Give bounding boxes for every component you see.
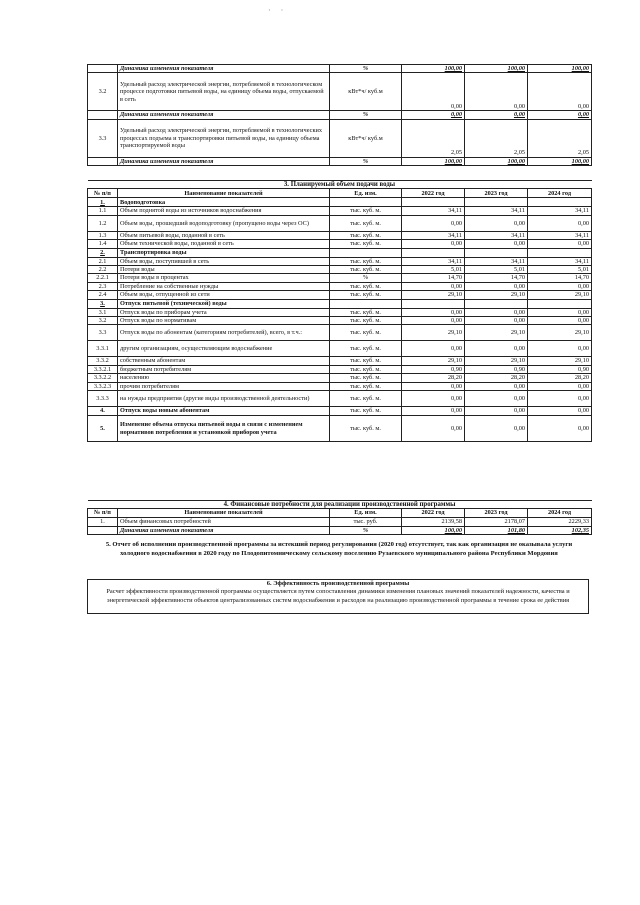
section-4-title: 4. Финансовые потребности для реализации производственной программы bbox=[88, 501, 592, 509]
table-row bbox=[88, 317, 592, 325]
row-unit: тыс. куб. м. bbox=[330, 407, 402, 416]
row-number bbox=[88, 157, 118, 165]
value-2022: 0,00 bbox=[402, 73, 465, 111]
value-2024: 5,01 bbox=[528, 266, 592, 274]
row-unit: тыс. куб. м. bbox=[330, 382, 402, 390]
row-unit bbox=[330, 299, 402, 308]
row-number: 3.3 bbox=[88, 325, 118, 341]
table-row bbox=[88, 416, 592, 442]
value-2022: 0,00 bbox=[402, 111, 465, 119]
value-2023: 100,00 bbox=[465, 65, 528, 73]
row-name: Удельный расход электрической энергии, потребляемой в технологическом процессе подготовки питьевой воды, на единицу объема воды, отпускаемой в сеть bbox=[118, 73, 330, 111]
table-row bbox=[88, 215, 592, 231]
value-2024: 34,11 bbox=[528, 207, 592, 215]
row-number: 3.3.2.3 bbox=[88, 382, 118, 390]
row-unit: тыс. куб. м. bbox=[330, 365, 402, 373]
value-2022: 0,00 bbox=[402, 382, 465, 390]
value-2022: 5,01 bbox=[402, 266, 465, 274]
value-2024: 0,00 bbox=[528, 215, 592, 231]
row-unit bbox=[330, 248, 402, 257]
value-2024: 0,00 bbox=[528, 282, 592, 290]
row-number: 5. bbox=[88, 416, 118, 442]
value-2023: 0,00 bbox=[465, 308, 528, 316]
row-unit bbox=[330, 198, 402, 207]
table-row bbox=[88, 299, 592, 308]
value-2023: 100,00 bbox=[465, 157, 528, 165]
row-name: Удельный расход электрической энергии, потребляемой в технологических процессах подъема и транспортировки питьевой воды, на единицу объема транспортируемой воды bbox=[118, 119, 330, 157]
value-2024: 14,70 bbox=[528, 274, 592, 282]
value-2024: 0,00 bbox=[528, 416, 592, 442]
value-2022: 0,90 bbox=[402, 365, 465, 373]
value-2022 bbox=[402, 198, 465, 207]
value-2024: 29,10 bbox=[528, 291, 592, 299]
col-header-name: Наименование показателей bbox=[118, 189, 330, 198]
value-2022 bbox=[402, 248, 465, 257]
row-number: 2.4 bbox=[88, 291, 118, 299]
row-name: Изменение объема отпуска питьевой воды в связи с изменением нормативов потребления и установкой приборов учета bbox=[118, 416, 330, 442]
row-number: 1.3 bbox=[88, 231, 118, 239]
value-2023: 5,01 bbox=[465, 266, 528, 274]
row-name: Динамика изменения показателя bbox=[118, 111, 330, 119]
table-row bbox=[88, 391, 592, 407]
row-unit: кВт*ч/ куб.м bbox=[330, 119, 402, 157]
row-name: Отпуск воды новым абонентам bbox=[118, 407, 330, 416]
row-unit: тыс. куб. м. bbox=[330, 266, 402, 274]
row-unit: тыс. куб. м. bbox=[330, 257, 402, 265]
value-2022: 0,00 bbox=[402, 391, 465, 407]
col-header-name: Наименование показателей bbox=[118, 509, 330, 517]
row-unit: тыс. куб. м. bbox=[330, 291, 402, 299]
row-name: населению bbox=[118, 374, 330, 382]
value-2024 bbox=[528, 248, 592, 257]
water-volume-table bbox=[87, 180, 592, 442]
table-row bbox=[88, 282, 592, 290]
value-2022: 28,20 bbox=[402, 374, 465, 382]
value-2024: 0,00 bbox=[528, 73, 592, 111]
col-header-2023: 2023 год bbox=[465, 189, 528, 198]
row-number: 3.3.1 bbox=[88, 341, 118, 357]
value-2023 bbox=[465, 198, 528, 207]
value-2022: 0,00 bbox=[402, 240, 465, 248]
value-2022: 100,00 bbox=[402, 526, 465, 534]
value-2024 bbox=[528, 299, 592, 308]
value-2022: 2,05 bbox=[402, 119, 465, 157]
dynamics-row bbox=[88, 65, 592, 73]
value-2023: 0,00 bbox=[465, 215, 528, 231]
value-2022: 29,10 bbox=[402, 325, 465, 341]
row-number: 4. bbox=[88, 407, 118, 416]
row-name: Отпуск воды по приборам учета bbox=[118, 308, 330, 316]
row-number: 3.2 bbox=[88, 317, 118, 325]
value-2024: 2,05 bbox=[528, 119, 592, 157]
value-2024: 29,10 bbox=[528, 357, 592, 365]
value-2023: 14,70 bbox=[465, 274, 528, 282]
value-2023: 0,00 bbox=[465, 407, 528, 416]
row-number: 3.3 bbox=[88, 119, 118, 157]
row-unit: тыс. куб. м. bbox=[330, 317, 402, 325]
dynamics-row bbox=[88, 526, 592, 534]
row-name: Отпуск воды по нормативам bbox=[118, 317, 330, 325]
section-3-title: 3. Планируемый объем подачи воды bbox=[88, 181, 592, 189]
col-header-2023: 2023 год bbox=[465, 509, 528, 517]
value-2022: 2139,58 bbox=[402, 517, 465, 526]
value-2022: 29,10 bbox=[402, 291, 465, 299]
row-unit: кВт*ч/ куб.м bbox=[330, 73, 402, 111]
row-name: Динамика изменения показателя bbox=[118, 157, 330, 165]
row-unit: тыс. куб. м. bbox=[330, 207, 402, 215]
row-name: Динамика изменения показателя bbox=[118, 526, 330, 534]
row-number: 1.4 bbox=[88, 240, 118, 248]
value-2022: 34,11 bbox=[402, 257, 465, 265]
value-2023 bbox=[465, 299, 528, 308]
row-unit: тыс. куб. м. bbox=[330, 282, 402, 290]
value-2022 bbox=[402, 299, 465, 308]
col-header-2022: 2022 год bbox=[402, 509, 465, 517]
table-row bbox=[88, 308, 592, 316]
value-2024: 29,10 bbox=[528, 325, 592, 341]
table-row bbox=[88, 73, 592, 111]
table-row bbox=[88, 382, 592, 390]
table-row bbox=[88, 257, 592, 265]
value-2022: 0,00 bbox=[402, 407, 465, 416]
value-2022: 34,11 bbox=[402, 207, 465, 215]
row-number: 3. bbox=[88, 299, 118, 308]
row-number: 2.1 bbox=[88, 257, 118, 265]
table-row bbox=[88, 341, 592, 357]
row-number: 3.2 bbox=[88, 73, 118, 111]
row-name: Объем воды, отпущенной из сети bbox=[118, 291, 330, 299]
row-name: Потери воды в процентах bbox=[118, 274, 330, 282]
top-marks: · · bbox=[268, 6, 288, 15]
table-row bbox=[88, 266, 592, 274]
value-2023: 0,00 bbox=[465, 341, 528, 357]
section-6-box bbox=[87, 579, 589, 614]
row-name: Отпуск питьевой (технической) воды bbox=[118, 299, 330, 308]
value-2022: 0,00 bbox=[402, 341, 465, 357]
row-name: Объем воды, поступившей в сеть bbox=[118, 257, 330, 265]
row-number: 2.2 bbox=[88, 266, 118, 274]
value-2023: 29,10 bbox=[465, 291, 528, 299]
value-2024: 0,00 bbox=[528, 391, 592, 407]
row-number: 3.3.2 bbox=[88, 357, 118, 365]
value-2023: 101,80 bbox=[465, 526, 528, 534]
table-row bbox=[88, 274, 592, 282]
col-header-num: № п/п bbox=[88, 189, 118, 198]
row-number: 3.3.2.2 bbox=[88, 374, 118, 382]
row-unit: % bbox=[330, 111, 402, 119]
row-number bbox=[88, 526, 118, 534]
section-5-report: 5. Отчет об исполнении производственной программы за истекший период регулирования (2020 год) отсутствует, так как организация не оказывала услуги холодного водоснабжения в 2020 году по Плодопитомническому сельскому поселению Рузаевского муниципального района Республики Мордовия bbox=[105, 541, 573, 557]
table-row bbox=[88, 365, 592, 373]
value-2022: 0,00 bbox=[402, 308, 465, 316]
row-number: 3.3.2.1 bbox=[88, 365, 118, 373]
row-name: Объем технической воды, поданной в сеть bbox=[118, 240, 330, 248]
value-2022: 34,11 bbox=[402, 231, 465, 239]
value-2023: 2,05 bbox=[465, 119, 528, 157]
row-number: 1. bbox=[88, 517, 118, 526]
row-name: Потери воды bbox=[118, 266, 330, 274]
row-name: Объем питьевой воды, поданной в сеть bbox=[118, 231, 330, 239]
row-name: Потребление на собственные нужды bbox=[118, 282, 330, 290]
value-2023 bbox=[465, 248, 528, 257]
value-2024: 34,11 bbox=[528, 231, 592, 239]
row-number: 1. bbox=[88, 198, 118, 207]
col-header-2024: 2024 год bbox=[528, 189, 592, 198]
value-2024: 0,00 bbox=[528, 341, 592, 357]
value-2022: 100,00 bbox=[402, 65, 465, 73]
table-row bbox=[88, 198, 592, 207]
table-row bbox=[88, 407, 592, 416]
value-2024: 2229,33 bbox=[528, 517, 592, 526]
row-number: 2.3 bbox=[88, 282, 118, 290]
row-unit: тыс. куб. м. bbox=[330, 325, 402, 341]
value-2023: 34,11 bbox=[465, 257, 528, 265]
value-2023: 34,11 bbox=[465, 231, 528, 239]
row-name: Транспортировка воды bbox=[118, 248, 330, 257]
value-2024: 0,00 bbox=[528, 407, 592, 416]
row-unit: тыс. куб. м. bbox=[330, 357, 402, 365]
value-2024: 102,35 bbox=[528, 526, 592, 534]
row-name: Объем поднятой воды из источников водоснабжения bbox=[118, 207, 330, 215]
value-2023: 29,10 bbox=[465, 325, 528, 341]
row-name: прочим потребителям bbox=[118, 382, 330, 390]
value-2022: 14,70 bbox=[402, 274, 465, 282]
value-2023: 34,11 bbox=[465, 207, 528, 215]
row-unit: тыс. куб. м. bbox=[330, 215, 402, 231]
indicators-table bbox=[87, 64, 592, 166]
table-row bbox=[88, 240, 592, 248]
finance-table bbox=[87, 500, 592, 535]
table-row bbox=[88, 357, 592, 365]
value-2023: 0,00 bbox=[465, 111, 528, 119]
row-name: бюджетным потребителям bbox=[118, 365, 330, 373]
value-2023: 0,00 bbox=[465, 73, 528, 111]
row-unit: тыс. куб. м. bbox=[330, 416, 402, 442]
table-row bbox=[88, 119, 592, 157]
row-number bbox=[88, 111, 118, 119]
table-header-row bbox=[88, 509, 592, 517]
section-6-text: Расчет эффективности производственной программы осуществляется путем сопоставления динамики изменения плановых значений показателей надежности, качества и энергетической эффективности объектов централизованных систем водоснабжения и расходов на реализацию производственной программы в течение срока ее действия bbox=[106, 588, 570, 604]
row-name: другим организациям, осуществляющим водоснабжение bbox=[118, 341, 330, 357]
table-row bbox=[88, 325, 592, 341]
row-number: 2. bbox=[88, 248, 118, 257]
value-2023: 0,00 bbox=[465, 382, 528, 390]
value-2024: 0,00 bbox=[528, 308, 592, 316]
row-name: Динамика изменения показателя bbox=[118, 65, 330, 73]
col-header-2024: 2024 год bbox=[528, 509, 592, 517]
row-number bbox=[88, 65, 118, 73]
value-2023: 0,90 bbox=[465, 365, 528, 373]
row-name: Объем воды, прошедший водоподготовку (пропущено воды через ОС) bbox=[118, 215, 330, 231]
value-2022: 0,00 bbox=[402, 215, 465, 231]
table-row bbox=[88, 374, 592, 382]
row-name: Отпуск воды по абонентам (категориям потребителей), всего, в т.ч.: bbox=[118, 325, 330, 341]
row-number: 1.2 bbox=[88, 215, 118, 231]
col-header-2022: 2022 год bbox=[402, 189, 465, 198]
value-2023: 29,10 bbox=[465, 357, 528, 365]
row-name: Водоподготовка bbox=[118, 198, 330, 207]
value-2024 bbox=[528, 198, 592, 207]
value-2024: 0,00 bbox=[528, 317, 592, 325]
row-unit: % bbox=[330, 65, 402, 73]
row-number: 1.1 bbox=[88, 207, 118, 215]
row-name: на нужды предприятия (другие виды производственной деятельности) bbox=[118, 391, 330, 407]
section-6-title: 6. Эффективность производственной программы bbox=[266, 580, 410, 587]
value-2024: 0,90 bbox=[528, 365, 592, 373]
value-2024: 0,00 bbox=[528, 382, 592, 390]
row-name: собственным абонентам bbox=[118, 357, 330, 365]
value-2022: 29,10 bbox=[402, 357, 465, 365]
value-2023: 0,00 bbox=[465, 391, 528, 407]
value-2023: 2178,07 bbox=[465, 517, 528, 526]
row-unit: тыс. куб. м. bbox=[330, 308, 402, 316]
row-number: 3.3.3 bbox=[88, 391, 118, 407]
value-2024: 0,00 bbox=[528, 240, 592, 248]
row-unit: тыс. куб. м. bbox=[330, 231, 402, 239]
table-row bbox=[88, 517, 592, 526]
value-2022: 0,00 bbox=[402, 317, 465, 325]
row-name: Объем финансовых потребностей bbox=[118, 517, 330, 526]
dynamics-row bbox=[88, 157, 592, 165]
table-header-row bbox=[88, 189, 592, 198]
row-number: 3.1 bbox=[88, 308, 118, 316]
value-2023: 0,00 bbox=[465, 240, 528, 248]
table-row bbox=[88, 207, 592, 215]
value-2022: 0,00 bbox=[402, 416, 465, 442]
row-unit: тыс. куб. м. bbox=[330, 391, 402, 407]
col-header-unit: Ед. изм. bbox=[330, 509, 402, 517]
value-2023: 28,20 bbox=[465, 374, 528, 382]
table-row bbox=[88, 231, 592, 239]
row-unit: тыс. куб. м. bbox=[330, 374, 402, 382]
value-2024: 100,00 bbox=[528, 157, 592, 165]
row-unit: % bbox=[330, 526, 402, 534]
table-row bbox=[88, 248, 592, 257]
row-number: 2.2.1 bbox=[88, 274, 118, 282]
value-2022: 0,00 bbox=[402, 282, 465, 290]
value-2022: 100,00 bbox=[402, 157, 465, 165]
dynamics-row bbox=[88, 111, 592, 119]
row-unit: тыс. руб. bbox=[330, 517, 402, 526]
value-2023: 0,00 bbox=[465, 317, 528, 325]
value-2023: 0,00 bbox=[465, 282, 528, 290]
row-unit: % bbox=[330, 157, 402, 165]
value-2024: 100,00 bbox=[528, 65, 592, 73]
row-unit: % bbox=[330, 274, 402, 282]
value-2024: 0,00 bbox=[528, 111, 592, 119]
value-2023: 0,00 bbox=[465, 416, 528, 442]
value-2024: 34,11 bbox=[528, 257, 592, 265]
value-2024: 28,20 bbox=[528, 374, 592, 382]
col-header-unit: Ед. изм. bbox=[330, 189, 402, 198]
table-row bbox=[88, 291, 592, 299]
row-unit: тыс. куб. м. bbox=[330, 341, 402, 357]
row-unit: тыс. куб. м. bbox=[330, 240, 402, 248]
col-header-num: № п/п bbox=[88, 509, 118, 517]
